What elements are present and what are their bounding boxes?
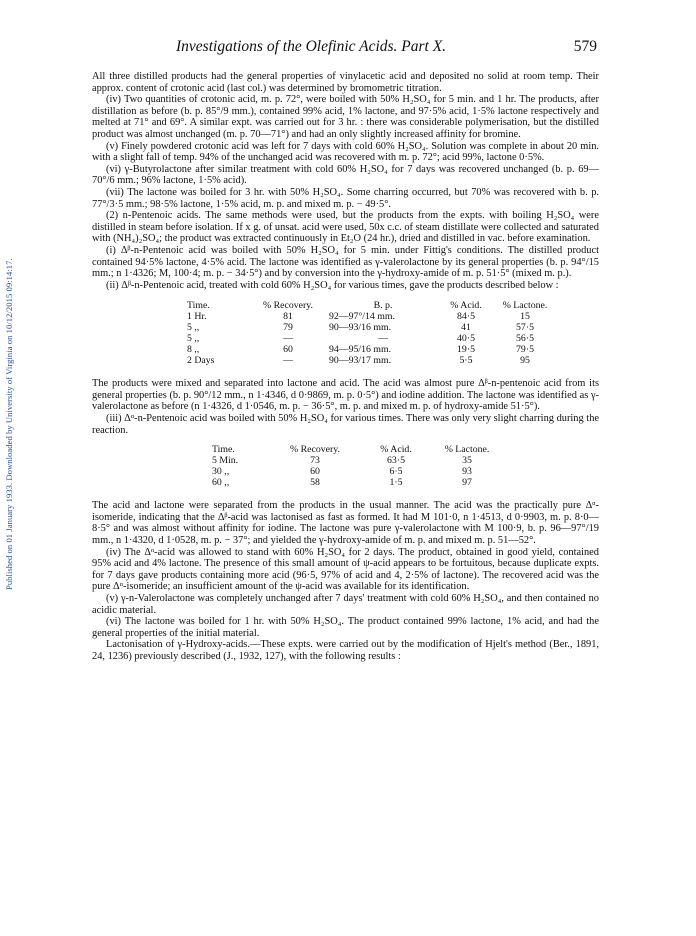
table-cell: 60 ,, [212, 477, 230, 489]
table-cell: 19·5 [457, 344, 475, 356]
table-row [187, 344, 555, 355]
paragraph: (vi) The lactone was boiled for 1 hr. with 50% H₂SO₄. The product contained 99% lactone, 1% acid, and had the general properties of the initial material. [92, 616, 599, 639]
paragraph: All three distilled products had the general properties of vinylacetic acid and deposited no solid at room temp. Their approx. content of crotonic acid (last col.) was determined by bromometric titration. [92, 71, 599, 94]
table-cell: 30 ,, [212, 466, 230, 478]
table-cell: — [378, 333, 388, 345]
table-row [187, 322, 555, 333]
paragraph: The acid and lactone were separated from the products in the usual manner. The acid was the practically pure Δᵅ-isomeride, indicating that the Δᵝ-acid was lactonised as fast as formed. It had M 101·0, n 1·4513, d 0·9903, m. p. 8·0—8·5° and was almost without affinity for iodine. The lactone was pure γ-valerolactone with M 100·9, b. p. 96—97°/19 mm., n 1·4320, d 1·0528, m. p. − 37°; and yielded the γ-hydroxy-amide of m. p. and mixed m. p. 51—52°. [92, 500, 599, 547]
table-cell: 60 [310, 466, 320, 478]
column-header: % Acid. [450, 300, 482, 312]
table-cell: 40·5 [457, 333, 475, 345]
page-header [92, 38, 597, 60]
table-cell: 5 ,, [187, 322, 200, 334]
table-cell: 5·5 [459, 355, 473, 367]
body-text [92, 71, 599, 663]
table-row [212, 477, 502, 488]
paragraph: (iv) Two quantities of crotonic acid, m. p. 72°, were boiled with 50% H₂SO₄ for 5 min. and 1 hr. The products, after distillation as before (b. p. 85°/9 mm.), contained 99% acid, 1% lactone, and 97·5% acid, 1·5% lactone respectively and melted at 71° and 69°. A similar expt. was carried out for 3 hr. : there was considerable polymerisation, but the distilled product was almost unchanged (m. p. 70—71°) and had an only slightly increased affinity for bromine. [92, 94, 599, 140]
table-cell: 94—95/16 mm. [329, 344, 392, 356]
table-row [187, 333, 555, 344]
column-header: Time. [187, 300, 210, 312]
table-cell: 57·5 [516, 322, 534, 334]
paragraph: (v) Finely powdered crotonic acid was left for 7 days with cold 60% H₂SO₄. Solution was complete in about 20 min. with a slight fall of temp. 94% of the unchanged acid was recovered with m. p. 72°; acid 99%, lactone 0·5%. [92, 140, 599, 164]
column-header: % Acid. [380, 444, 412, 456]
table-cell: 5 ,, [187, 333, 200, 345]
download-notice-text: Published on 01 January 1933. Downloaded by University of Virginia on 10/12/2015 09:14:17. [4, 258, 14, 590]
table-header-row [187, 300, 555, 311]
table-cell: 90—93/17 mm. [329, 355, 392, 367]
table-cell: 79·5 [516, 344, 534, 356]
column-header: % Lactone. [502, 300, 548, 312]
table-cell: 84·5 [457, 311, 475, 323]
column-header: B. p. [373, 300, 393, 312]
table-cell: 60 [283, 344, 293, 356]
column-header: % Recovery. [263, 300, 313, 312]
table-cell: 93 [462, 466, 472, 478]
paragraph: (v) γ-n-Valerolactone was completely unchanged after 7 days' treatment with cold 60% H₂SO₄, and then contained no acidic material. [92, 593, 599, 616]
paragraph: Lactonisation of γ-Hydroxy-acids.—These expts. were carried out by the modification of Hjelt's method (Ber., 1891, 24, 1236) previously described (J., 1932, 127), with the following results : [92, 639, 599, 662]
table-header-row [212, 444, 502, 455]
paragraph: (vi) γ-Butyrolactone after similar treatment with cold 60% H₂SO₄ for 7 days was recovered unchanged (b. p. 69—70°/6 mm.; 96% lactone, 1·5% acid). [92, 163, 599, 187]
table-cell: 6·5 [389, 466, 403, 478]
paragraph: (iii) Δᵅ-n-Pentenoic acid was boiled with 50% H₂SO₄ for various times. There was only very slight charring during the reaction. [92, 413, 599, 436]
table-cell: 90—93/16 mm. [329, 322, 392, 334]
table-cell: 92—97°/14 mm. [329, 311, 395, 323]
column-header: Time. [212, 444, 235, 456]
paragraph: (ii) Δᵝ-n-Pentenoic acid, treated with cold 60% H₂SO₄ for various times, gave the products described below : [106, 279, 559, 291]
table-cell: 15 [520, 311, 530, 323]
page-number: 579 [573, 38, 597, 55]
table-row [187, 355, 555, 366]
table-cell: 8 ,, [187, 344, 200, 356]
table-cell: — [283, 355, 293, 367]
table-cell: 56·5 [516, 333, 534, 345]
column-header: % Lactone. [444, 444, 490, 456]
table-cell: 79 [283, 322, 293, 334]
paragraph: The products were mixed and separated into lactone and acid. The acid was almost pure Δᵝ-n-pentenoic acid from its general properties (b. p. 90°/12 mm., n 1·4346, d 0·9869, m. p. 0·5°) and iodine addition. The lactone was identified as γ-valerolactone as before (n 1·4326, d 1·0546, m. p. − 36·5°, m. p. and mixed m. p. of hydroxy-amide 51·5°). [92, 378, 599, 413]
running-title: Investigations of the Olefinic Acids. Part X. [176, 38, 447, 55]
table-cell: 1 Hr. [187, 311, 207, 323]
table-cell: 1·5 [389, 477, 403, 489]
table-cell: 63·5 [387, 455, 405, 467]
table-cell: 58 [310, 477, 320, 489]
results-table-beta-acid [187, 300, 555, 366]
table-cell: 2 Days [187, 355, 215, 367]
table-cell: 73 [310, 455, 320, 467]
table-row [212, 455, 502, 466]
column-header: % Recovery. [290, 444, 340, 456]
results-table-alpha-acid [212, 444, 502, 488]
table-cell: — [283, 333, 293, 345]
paragraph: (2) n-Pentenoic acids. The same methods were used, but the products from the expts. with boiling H₂SO₄ were distilled in steam before isolation. If x g. of unsat. acid were used, 50x c.c. of steam distillate were collected and saturated with (NH₄)₂SO₄; the product was extracted continuously in Et₂O (24 hr.), dried and distilled in vac. before examination. [92, 210, 599, 245]
table-cell: 41 [461, 322, 471, 334]
download-notice [4, 150, 18, 590]
paragraph: (vii) The lactone was boiled for 3 hr. with 50% H₂SO₄. Some charring occurred, but 70% was recovered with b. p. 77°/3·5 mm.; 98·5% lactone, 1·5% acid, m. p. and mixed m. p. − 49·5°. [92, 186, 599, 210]
table-cell: 35 [462, 455, 472, 467]
paragraph: (i) Δᵝ-n-Pentenoic acid was boiled with 50% H₂SO₄ for 5 min. under Fittig's conditions. The distilled product contained 94·5% lactone, 4·5% acid. The lactone was identified as γ-valerolactone by its general properties (b. p. 94°/15 mm.; n 1·4326; M, 100·4; m. p. − 34·5°) and by conversion into the γ-hydroxy-amide of m. p. 51·5° (mixed m. p.). [92, 244, 599, 280]
table-cell: 95 [520, 355, 530, 367]
paragraph: (iv) The Δᵅ-acid was allowed to stand with 60% H₂SO₄ for 2 days. The product, obtained in good yield, contained 95% acid and 4% lactone. The presence of this small amount of ψ-acid appears to be fortuitous, because duplicate expts. for 7 days gave products containing more acid (96·5, 97% of acid and 4, 2·5% of lactone). The recovered acid was the pure Δᵅ-isomeride; an insufficient amount of the ψ-acid was available for its identification. [92, 546, 599, 593]
table-row [212, 466, 502, 477]
table-cell: 5 Min. [212, 455, 239, 467]
table-cell: 97 [462, 477, 472, 489]
table-cell: 81 [283, 311, 293, 323]
table-row [187, 311, 555, 322]
